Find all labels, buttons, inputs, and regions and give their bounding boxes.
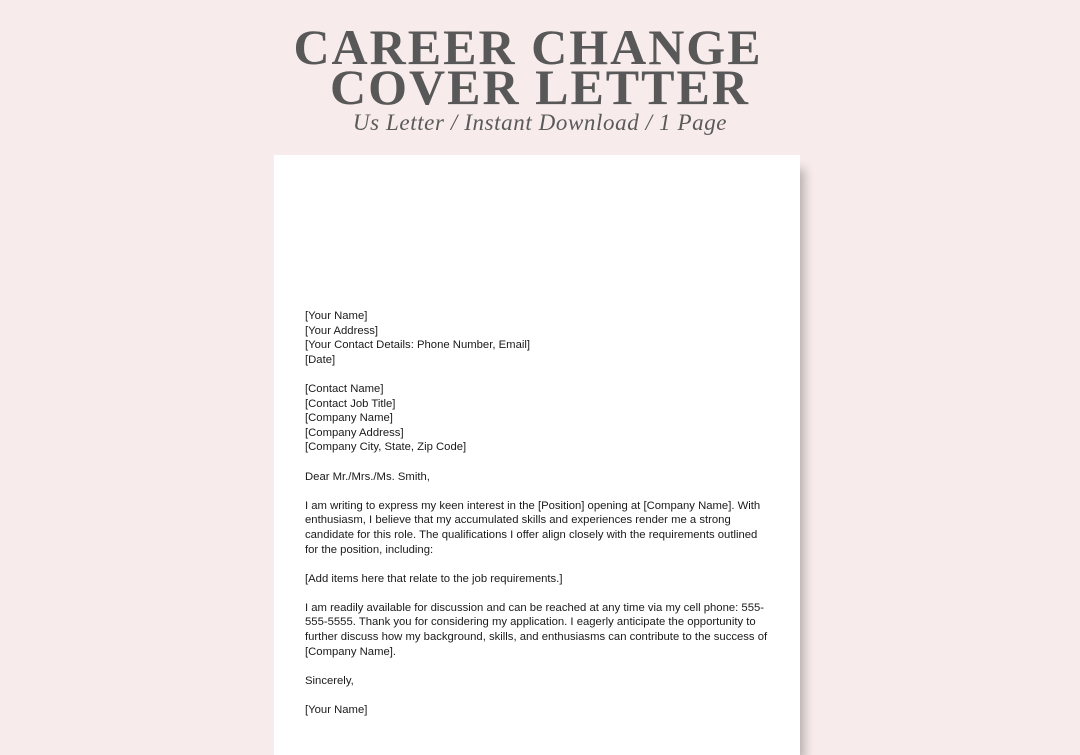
recipient-company: [Company Name] [305, 412, 393, 425]
recipient-title: [Contact Job Title] [305, 397, 396, 410]
paragraph-line: I am writing to express my keen interest in the [Position] opening at [Company Name]. With [305, 499, 761, 512]
recipient-block [305, 382, 765, 455]
sender-block [305, 309, 765, 367]
signature-text: [Your Name] [305, 704, 368, 717]
job-requirements-placeholder [305, 572, 765, 587]
closing [305, 674, 765, 689]
paragraph-line: candidate for this role. The qualifications I offer align closely with the requirements outlined [305, 528, 758, 541]
signature [305, 703, 765, 718]
letter-date: [Date] [305, 353, 336, 366]
paragraph-line: 555-5555. Thank you for considering my application. I eagerly anticipate the opportunity to [305, 616, 756, 629]
paragraph-line: [Company Name]. [305, 645, 397, 658]
paragraph-line: further discuss how my background, skills, and enthusiasms can contribute to the success of [305, 631, 768, 644]
sender-name: [Your Name] [305, 310, 368, 322]
title-line-2: COVER LETTER [330, 59, 750, 115]
cover-letter-body [305, 309, 768, 732]
recipient-address: [Company Address] [305, 426, 404, 439]
sender-contact: [Your Contact Details: Phone Number, Email] [305, 339, 531, 352]
paragraph-intro [305, 499, 765, 557]
placeholder-text: [Add items here that relate to the job requirements.] [305, 572, 563, 585]
sender-address: [Your Address] [305, 324, 379, 337]
paragraph-closing [305, 601, 768, 659]
salutation [305, 470, 765, 485]
paragraph-line: enthusiasm, I believe that my accumulated skills and experiences render me a strong [305, 514, 731, 527]
closing-text: Sincerely, [305, 674, 354, 687]
paragraph-line: I am readily available for discussion and can be reached at any time via my cell phone: 555- [305, 601, 765, 614]
recipient-name: [Contact Name] [305, 382, 384, 395]
subtitle: Us Letter / Instant Download / 1 Page [352, 110, 728, 135]
title-line-1: CAREER CHANGE [293, 19, 763, 75]
salutation-text: Dear Mr./Mrs./Ms. Smith, [305, 470, 430, 483]
recipient-city: [Company City, State, Zip Code] [305, 441, 467, 454]
paragraph-line: for the position, including: [305, 543, 434, 556]
